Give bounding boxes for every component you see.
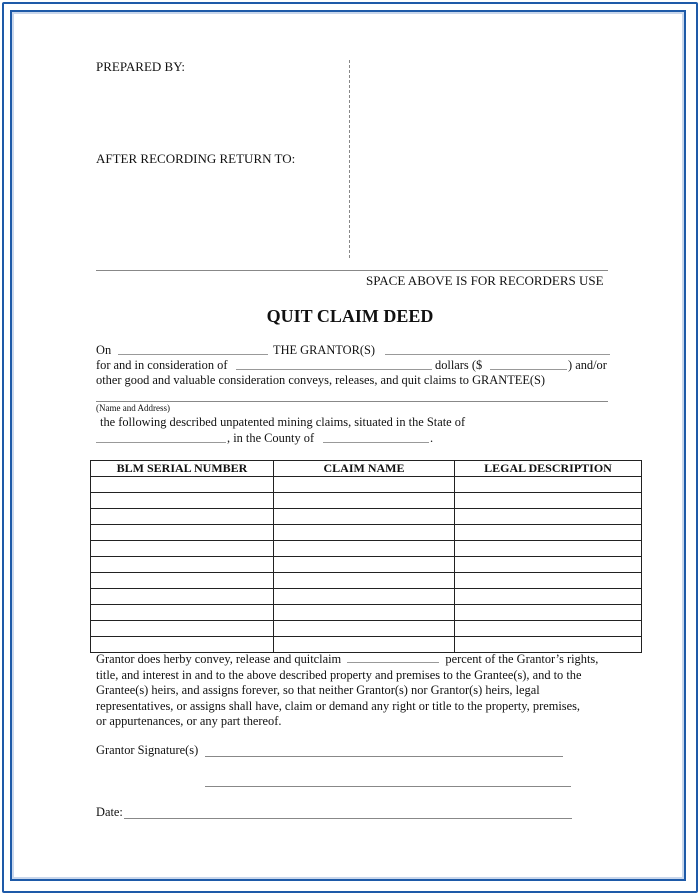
after-recording-label: AFTER RECORDING RETURN TO:: [96, 151, 296, 166]
grantor-label: THE GRANTOR(S): [273, 343, 375, 357]
county-field[interactable]: [323, 431, 429, 443]
table-cell[interactable]: [274, 621, 455, 637]
conveyance-line5: or appurtenances, or any part thereof.: [96, 714, 282, 729]
county-label: , in the County of: [227, 431, 315, 445]
date-line[interactable]: [124, 818, 572, 819]
table-cell[interactable]: [91, 541, 274, 557]
table-header-row: [91, 461, 642, 477]
table-row: [91, 605, 642, 621]
table-cell[interactable]: [91, 573, 274, 589]
table-cell[interactable]: [91, 621, 274, 637]
table-cell[interactable]: [274, 493, 455, 509]
table-cell[interactable]: [455, 621, 642, 637]
grantor-signature-label: Grantor Signature(s): [96, 743, 199, 757]
date-blank-field[interactable]: [118, 343, 268, 355]
legal-description-header: LEGAL DESCRIPTION: [455, 461, 642, 477]
recorder-rule: [96, 270, 608, 271]
table-cell[interactable]: [455, 589, 642, 605]
conveyance-line3: Grantee(s) heirs, and assigns forever, so that neither Grantor(s) nor Grantor(s) heirs, legal: [96, 683, 540, 698]
table-row: [91, 573, 642, 589]
conveyance-line1-start: Grantor does herby convey, release and quitclaim: [96, 652, 342, 666]
andor-label: ) and/or: [568, 358, 607, 372]
table-cell[interactable]: [91, 509, 274, 525]
table-row: [91, 589, 642, 605]
table-row: [91, 493, 642, 509]
table-cell[interactable]: [455, 493, 642, 509]
table-row: [91, 525, 642, 541]
conveyance-line2: title, and interest in and to the above described property and premises to the Grantee(s), and to the: [96, 667, 582, 682]
table-row: [91, 509, 642, 525]
percent-field[interactable]: [347, 651, 439, 663]
dollar-amount-field[interactable]: [490, 358, 567, 370]
conveyance-line1-end: percent of the Grantor’s rights,: [445, 652, 599, 666]
table-cell[interactable]: [274, 605, 455, 621]
consideration-field[interactable]: [236, 358, 432, 370]
table-cell[interactable]: [274, 477, 455, 493]
table-cell[interactable]: [455, 557, 642, 573]
table-row: [91, 541, 642, 557]
table-cell[interactable]: [274, 525, 455, 541]
claim-name-header: CLAIM NAME: [274, 461, 455, 477]
table-row: [91, 557, 642, 573]
table-cell[interactable]: [455, 541, 642, 557]
dollars-label: dollars ($: [435, 358, 483, 372]
grantor-name-field[interactable]: [385, 343, 610, 355]
table-cell[interactable]: [91, 477, 274, 493]
table-cell[interactable]: [274, 509, 455, 525]
state-field[interactable]: [96, 431, 226, 443]
conveys-line: other good and valuable consideration conveys, releases, and quit claims to GRANTEE(S): [96, 373, 546, 387]
name-address-label: (Name and Address): [96, 403, 170, 413]
blm-serial-header: BLM SERIAL NUMBER: [91, 461, 274, 477]
table-cell[interactable]: [91, 525, 274, 541]
consideration-label: for and in consideration of: [96, 358, 228, 372]
table-cell[interactable]: [455, 509, 642, 525]
table-cell[interactable]: [91, 557, 274, 573]
table-cell[interactable]: [91, 493, 274, 509]
table-row: [91, 477, 642, 493]
table-row: [91, 621, 642, 637]
table-cell[interactable]: [455, 605, 642, 621]
county-end: .: [430, 431, 434, 445]
table-cell[interactable]: [455, 573, 642, 589]
recorders-use-note: SPACE ABOVE IS FOR RECORDERS USE: [366, 273, 604, 288]
mining-claims-line: the following described unpatented mining claims, situated in the State of: [100, 415, 466, 429]
prepared-by-label: PREPARED BY:: [96, 59, 185, 74]
signature-line-2[interactable]: [205, 786, 571, 787]
table-cell[interactable]: [274, 573, 455, 589]
table-cell[interactable]: [274, 541, 455, 557]
signature-line-1[interactable]: [205, 756, 563, 757]
on-label: On: [96, 343, 112, 357]
conveyance-paragraph: [96, 651, 616, 730]
deed-title: QUIT CLAIM DEED: [266, 306, 434, 326]
grantee-name-line[interactable]: [96, 401, 608, 402]
table-cell[interactable]: [274, 589, 455, 605]
table-cell[interactable]: [455, 477, 642, 493]
recorder-divider: [349, 60, 350, 258]
mining-claims-table: [90, 460, 642, 653]
date-label: Date:: [96, 805, 123, 819]
table-cell[interactable]: [91, 605, 274, 621]
conveyance-line4: representatives, or assigns shall have, claim or demand any right or title to the property, premises,: [96, 698, 581, 713]
table-cell[interactable]: [91, 589, 274, 605]
table-cell[interactable]: [274, 557, 455, 573]
table-cell[interactable]: [455, 525, 642, 541]
